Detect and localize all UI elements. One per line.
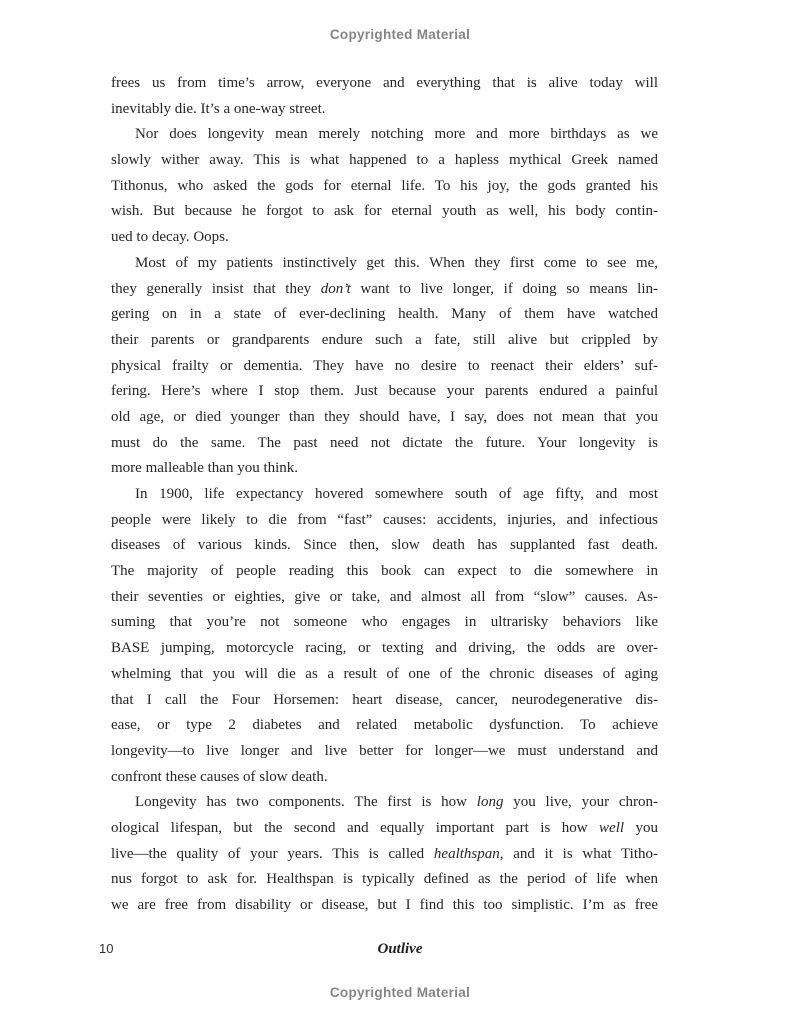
text-run: confront these causes of slow death. bbox=[111, 768, 328, 785]
text-run: slowly wither away. This is what happened to a hapless mythical Greek named bbox=[111, 152, 658, 169]
text-line bbox=[111, 790, 658, 816]
text-line bbox=[111, 559, 658, 585]
copyright-notice-top: Copyrighted Material bbox=[329, 27, 471, 42]
text-run: nus forgot to ask for. Healthspan is typically defined as the period of life when bbox=[111, 871, 658, 888]
text-line bbox=[111, 842, 658, 868]
text-line bbox=[111, 585, 658, 611]
text-line bbox=[111, 533, 658, 559]
text-run: Longevity has two components. The first is how bbox=[135, 794, 477, 811]
text-line bbox=[111, 199, 658, 225]
page-body bbox=[111, 71, 658, 919]
text-line bbox=[111, 456, 658, 482]
text-run: gering on in a state of ever-declining health. Many of them have watched bbox=[111, 306, 658, 323]
text-run: longevity—to live longer and live better for longer—we must understand and bbox=[111, 742, 658, 759]
paragraph bbox=[111, 251, 658, 482]
text-run: they generally insist that they bbox=[111, 280, 321, 297]
text-line bbox=[111, 610, 658, 636]
text-run: that I call the Four Horsemen: heart disease, cancer, neurodegenerative dis- bbox=[111, 691, 658, 708]
italic-text-run: don’t bbox=[320, 280, 351, 297]
text-run: you live, your chron- bbox=[503, 794, 658, 811]
text-line bbox=[111, 636, 658, 662]
italic-text-run: well bbox=[599, 819, 625, 836]
text-line bbox=[111, 688, 658, 714]
text-line bbox=[111, 816, 658, 842]
text-run: and it is what Titho- bbox=[503, 845, 658, 862]
text-line bbox=[111, 302, 658, 328]
text-line bbox=[111, 251, 658, 277]
text-run: people were likely to die from “fast” causes: accidents, injuries, and infectious bbox=[111, 511, 658, 528]
paragraph bbox=[111, 482, 658, 790]
text-run: more malleable than you think. bbox=[111, 460, 299, 477]
running-title: Outlive bbox=[377, 941, 423, 957]
text-run: physical frailty or dementia. They have no desire to reenact their elders’ suf- bbox=[111, 357, 658, 374]
text-line bbox=[111, 508, 658, 534]
text-line bbox=[111, 122, 658, 148]
text-line bbox=[111, 482, 658, 508]
text-line bbox=[111, 277, 658, 303]
paragraph bbox=[111, 122, 658, 250]
text-line bbox=[111, 867, 658, 893]
text-run: Nor does longevity mean merely notching more and more birthdays as we bbox=[135, 126, 658, 143]
paragraph bbox=[111, 71, 658, 122]
text-run: ued to decay. Oops. bbox=[111, 229, 229, 246]
text-line bbox=[111, 765, 658, 791]
text-run: their parents or grandparents endure such a fate, still alive but crippled by bbox=[111, 331, 658, 348]
copyright-notice-bottom: Copyrighted Material bbox=[329, 985, 471, 1000]
text-run: their seventies or eighties, give or take, and almost all from “slow” causes. As- bbox=[111, 588, 658, 605]
text-run: ological lifespan, but the second and equally important part is how bbox=[111, 819, 600, 836]
text-line bbox=[111, 148, 658, 174]
text-run: BASE jumping, motorcycle racing, or texting and driving, the odds are over- bbox=[111, 640, 658, 657]
text-run: we are free from disability or disease, but I find this too simplistic. I’m as free bbox=[111, 897, 658, 913]
text-run: frees us from time’s arrow, everyone and everything that is alive today will bbox=[111, 75, 658, 91]
text-run: In 1900, life expectancy hovered somewhere south of age fifty, and most bbox=[135, 486, 658, 502]
text-line bbox=[111, 893, 658, 919]
text-run: wish. But because he forgot to ask for eternal youth as well, his body contin- bbox=[111, 203, 658, 220]
text-line bbox=[111, 662, 658, 688]
italic-text-run: healthspan, bbox=[433, 845, 504, 862]
italic-text-run: long bbox=[476, 794, 504, 811]
text-line bbox=[111, 379, 658, 405]
text-line bbox=[111, 328, 658, 354]
text-run: must do the same. The past need not dictate the future. Your longevity is bbox=[111, 434, 658, 451]
text-run: suming that you’re not someone who engages in ultrarisky behaviors like bbox=[111, 614, 658, 631]
text-line bbox=[111, 97, 658, 123]
page-footer bbox=[0, 941, 800, 961]
text-run: ease, or type 2 diabetes and related metabolic dysfunction. To achieve bbox=[111, 717, 658, 734]
text-line bbox=[111, 713, 658, 739]
text-run: want to live longer, if doing so means lin- bbox=[350, 280, 658, 297]
text-run: fering. Here’s where I stop them. Just because your parents endured a painful bbox=[111, 383, 658, 400]
text-line bbox=[111, 354, 658, 380]
text-line bbox=[111, 71, 658, 97]
text-run: Most of my patients instinctively get this. When they first come to see me, bbox=[135, 254, 658, 271]
text-line bbox=[111, 405, 658, 431]
text-line bbox=[111, 431, 658, 457]
text-run: old age, or died younger than they should have, I say, does not mean that you bbox=[111, 408, 658, 425]
page-number: 10 bbox=[99, 941, 114, 956]
text-run: The majority of people reading this book can expect to die somewhere in bbox=[111, 563, 658, 580]
text-run: live—the quality of your years. This is called bbox=[111, 845, 434, 862]
text-line bbox=[111, 739, 658, 765]
text-run: inevitably die. It’s a one-way street. bbox=[111, 100, 326, 117]
text-line bbox=[111, 174, 658, 200]
text-run: Tithonus, who asked the gods for eternal life. To his joy, the gods granted his bbox=[111, 177, 658, 194]
text-line bbox=[111, 225, 658, 251]
text-run: you bbox=[624, 819, 658, 836]
text-run: diseases of various kinds. Since then, slow death has supplanted fast death. bbox=[111, 537, 658, 554]
text-run: whelming that you will die as a result of one of the chronic diseases of aging bbox=[111, 665, 658, 682]
paragraph bbox=[111, 790, 658, 918]
